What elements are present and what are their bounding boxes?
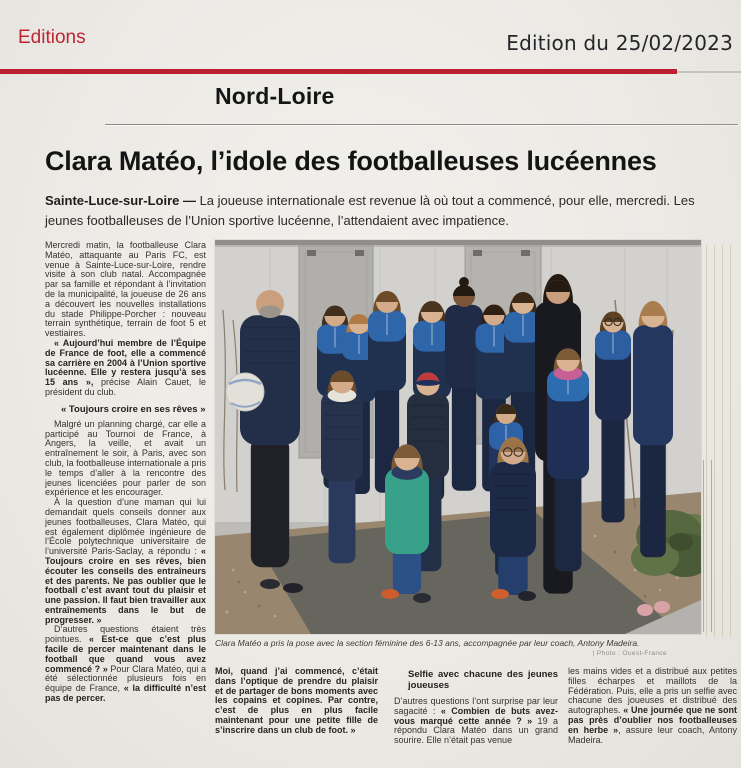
paragraph: D’autres questions étaient très pointues. « Est-ce que c’est plus facile de percer maintenant dans le football que quand vous avez commencé ? » Pour Clara Matéo, qui a été sélectionnée plusieurs fois en équipe de France, « la difficulté n’est pas de percer. [45,624,206,704]
photo-ball [226,373,264,411]
paragraph: les mains vides et a distribué aux petites filles écharpes et maillots de la Fédération. Puis, elle a pris un selfie avec chacune des joueuses et distribué des autographes. « Une journée que ne sont pas près d’oublier nos footballeuses en herbe », assure leur coach, Antony Madeira. [568,667,737,745]
column-text [394,697,558,746]
screen-artifact-lines [701,245,739,637]
header-divider [677,71,741,73]
article-photo [215,240,701,634]
tab-editions[interactable]: Editions [18,27,86,48]
paragraph: Moi, quand j’ai commencé, c’était dans l’optique de prendre du plaisir et de partager de bons moments avec les copains et copines. Par contre, c’est de plus en plus facile maintenant pour une petite fille de s’inscrire dans un club de foot. » [215,667,378,735]
article-left-column [45,241,206,767]
article-bottom-column-1 [215,667,378,768]
paragraph: Mercredi matin, la footballeuse Clara Matéo, attaquante au Paris FC, est venue à Sainte-Luce-sur-Loire, rendre visite à son club natal. Accompagnée par sa famille et répondant à l’invitation de la municipalité, la joueuse de 26 ans a découvert les nouvelles installations du stade Philippe-Porcher : nouveau terrain synthétique, terrain de foot 5 et vestiaires. [45,241,206,339]
photo-caption-block [215,638,667,657]
edition-date-button[interactable]: Edition du 25/02/2023 [506,31,733,55]
lead-location: Sainte-Luce-sur-Loire — [45,193,196,208]
article-bottom-column-2 [394,667,558,768]
paragraph: Malgré un planning chargé, car elle a participé au Tournoi de France, à Angers, la veille, et avait un entraînement le soir, à Paris, avec son club, la footballeuse internationale a pris le temps d’aller à la rencontre des jeunes licenciées pour parler de son expérience et les encourager. [45,418,206,498]
photo-credit: | Photo : Ouest-France [592,650,667,657]
article-headline: Clara Matéo, l’idole des footballeuses lucéennes [45,146,657,176]
section-title: Nord-Loire [215,83,335,109]
paragraph: D’autres questions l’ont surprise par leur sagacité : « Combien de buts avez-vous marqué cette année ? » 19 a répondu Clara Matéo dans un grand sourire. Elle n’était pas venue [394,696,558,746]
photo-caption: Clara Matéo a pris la pose avec la section féminine des 6-13 ans, accompagnée par leur coach, Antony Madeira. [215,638,640,648]
column-subheading: Selfie avec chacune des jeunes joueuses [408,669,558,691]
photo-scene [215,240,701,634]
subheading: « Toujours croire en ses rêves » [61,403,206,415]
lead-text: La joueuse internationale est revenue là où tout a commencé, pour elle, mercredi. Les jeunes footballeuses de l’Union sportive lucéenne, l’attendaient avec impatience. [45,193,695,228]
article-lead [45,191,703,230]
paragraph: À la question d’une maman qui lui demandait quels conseils donner aux jeunes footballeuses, Clara Matéo, qui est également diplômée ingénieure de l’École polytechnique universitaire de l’université Paris-Saclay, a répondu : « Toujours croire en ses rêves, bien écouter les conseils des entraîneurs et des parents. Ne pas oublier que le football c’est avant tout du plaisir et une passion. Il faut bien travailler aux entraînements dans le but de progresser. » [45,497,206,625]
section-rule [105,124,738,125]
active-tab-underline [0,69,677,74]
article-bottom-column-3 [568,667,737,768]
paragraph: « Aujourd’hui membre de l’Équipe de France de foot, elle a commencé sa carrière en 2004 à l’Union sportive lucéenne. Elle y restera jusqu’à ses 15 ans », précise Alain Cauet, le président du club. [45,337,206,397]
